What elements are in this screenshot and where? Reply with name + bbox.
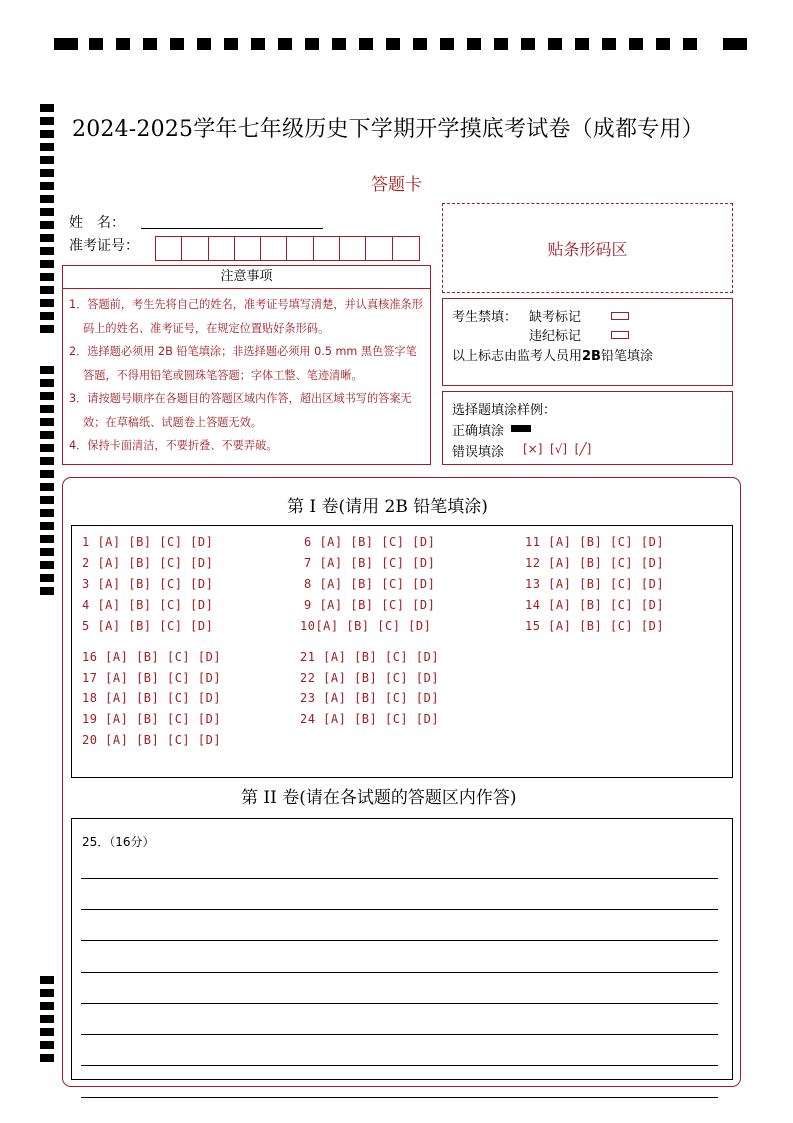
- timing-mark-left: [40, 1054, 54, 1062]
- timing-mark-left: [40, 444, 54, 452]
- writing-line: [81, 1065, 718, 1066]
- timing-mark-top: [629, 38, 643, 50]
- choice-question[interactable]: 14 [A] [B] [C] [D]: [525, 598, 665, 612]
- choice-question[interactable]: 13 [A] [B] [C] [D]: [525, 577, 665, 591]
- timing-mark-left: [40, 379, 54, 387]
- choice-question[interactable]: 16 [A] [B] [C] [D]: [82, 650, 222, 664]
- timing-mark-top-left: [54, 38, 78, 50]
- notice-body: [62, 289, 431, 465]
- violation-mark-box[interactable]: [611, 327, 629, 342]
- exam-id-cell[interactable]: [235, 237, 261, 260]
- choice-question[interactable]: 8 [A] [B] [C] [D]: [304, 577, 436, 591]
- timing-mark-top-right: [723, 38, 747, 50]
- timing-mark-left: [40, 208, 54, 216]
- absent-mark-box[interactable]: [611, 308, 629, 323]
- timing-mark-left: [40, 312, 54, 320]
- choice-question[interactable]: 21 [A] [B] [C] [D]: [300, 650, 440, 664]
- absent-mark-label: 缺考标记: [529, 310, 582, 325]
- timing-mark-left: [40, 561, 54, 569]
- writing-line: [81, 878, 718, 879]
- multiple-choice-area: [71, 525, 733, 778]
- notice-item: 2．选择题必须用 2B 铅笔填涂；非选择题必须用 0.5 mm 黑色签字笔答题，不得用铅笔或圆珠笔答题；字体工整、笔迹清晰。: [69, 345, 417, 382]
- choice-question[interactable]: 23 [A] [B] [C] [D]: [300, 691, 440, 705]
- choice-question[interactable]: 2 [A] [B] [C] [D]: [82, 556, 214, 570]
- writing-line: [81, 1034, 718, 1035]
- timing-mark-left: [40, 483, 54, 491]
- timing-mark-left: [40, 418, 54, 426]
- timing-mark-left: [40, 156, 54, 164]
- correct-fill-example: [511, 425, 531, 432]
- timing-mark-top: [116, 38, 130, 50]
- proctor-note: 以上标志由监考人员用2B铅笔填涂: [452, 349, 653, 364]
- timing-mark-left: [40, 299, 54, 307]
- writing-line: [81, 940, 718, 941]
- timing-mark-left: [40, 470, 54, 478]
- choice-question[interactable]: 15 [A] [B] [C] [D]: [525, 619, 665, 633]
- timing-mark-top: [494, 38, 508, 50]
- correct-fill-label: 正确填涂: [452, 424, 505, 439]
- exam-id-cell[interactable]: [366, 237, 392, 260]
- notice-item: 3．请按题号顺序在各题目的答题区域内作答，超出区域书写的答案无效；在草稿纸、试题卷上答题无效。: [69, 392, 412, 429]
- exam-id-cell[interactable]: [314, 237, 340, 260]
- timing-mark-top: [440, 38, 454, 50]
- question-25-label: 25．（16分）: [82, 835, 155, 849]
- timing-mark-left: [40, 431, 54, 439]
- choice-question[interactable]: 3 [A] [B] [C] [D]: [82, 577, 214, 591]
- choice-question[interactable]: 24 [A] [B] [C] [D]: [300, 712, 440, 726]
- writing-line: [81, 1003, 718, 1004]
- choice-question[interactable]: 22 [A] [B] [C] [D]: [300, 671, 440, 685]
- timing-mark-top: [521, 38, 535, 50]
- timing-mark-left: [40, 405, 54, 413]
- timing-mark-left: [40, 273, 54, 281]
- notice-item: 1．答题前，考生先将自己的姓名，准考证号填写清楚，并认真核准条形码上的姓名、准考证号，在规定位置贴好条形码。: [69, 298, 423, 335]
- writing-line: [81, 1097, 718, 1098]
- timing-mark-left: [40, 195, 54, 203]
- timing-mark-top: [89, 38, 103, 50]
- timing-mark-top: [386, 38, 400, 50]
- name-field[interactable]: [141, 228, 323, 229]
- timing-mark-top: [359, 38, 373, 50]
- timing-mark-left: [40, 221, 54, 229]
- writing-line: [81, 909, 718, 910]
- timing-mark-left: [40, 1002, 54, 1010]
- timing-mark-top: [656, 38, 670, 50]
- timing-mark-top: [197, 38, 211, 50]
- choice-question[interactable]: 12 [A] [B] [C] [D]: [525, 556, 665, 570]
- exam-id-cell[interactable]: [393, 237, 419, 260]
- choice-question[interactable]: 18 [A] [B] [C] [D]: [82, 691, 222, 705]
- exam-id-cell[interactable]: [287, 237, 313, 260]
- timing-mark-left: [40, 247, 54, 255]
- timing-mark-left: [40, 286, 54, 294]
- timing-mark-top: [332, 38, 346, 50]
- exam-id-cell[interactable]: [340, 237, 366, 260]
- timing-mark-left: [40, 260, 54, 268]
- essay-answer-area[interactable]: [71, 818, 733, 1080]
- timing-mark-left: [40, 104, 54, 112]
- timing-mark-left: [40, 989, 54, 997]
- choice-question[interactable]: 9 [A] [B] [C] [D]: [304, 598, 436, 612]
- timing-mark-top: [467, 38, 481, 50]
- timing-mark-top: [575, 38, 589, 50]
- choice-question[interactable]: 5 [A] [B] [C] [D]: [82, 619, 214, 633]
- exam-id-cell[interactable]: [182, 237, 208, 260]
- exam-title: 2024-2025学年七年级历史下学期开学摸底考试卷（成都专用）: [72, 117, 704, 142]
- choice-question[interactable]: 17 [A] [B] [C] [D]: [82, 671, 222, 685]
- proctor-only-box: [442, 298, 733, 386]
- choice-question[interactable]: 20 [A] [B] [C] [D]: [82, 733, 222, 747]
- timing-mark-top: [413, 38, 427, 50]
- timing-mark-left: [40, 130, 54, 138]
- timing-mark-left: [40, 1015, 54, 1023]
- name-label: 姓 名：: [69, 215, 125, 231]
- timing-mark-top: [170, 38, 184, 50]
- timing-mark-left: [40, 143, 54, 151]
- timing-mark-top: [683, 38, 697, 50]
- timing-mark-top: [143, 38, 157, 50]
- fill-sample-title: 选择题填涂样例：: [452, 403, 557, 418]
- barcode-area-label: 贴条形码区: [547, 239, 628, 259]
- wrong-fill-label: 错误填涂: [452, 445, 505, 460]
- writing-line: [81, 972, 718, 973]
- exam-id-cell[interactable]: [156, 237, 182, 260]
- timing-mark-top: [251, 38, 265, 50]
- timing-mark-left: [40, 574, 54, 582]
- violation-mark-label: 违纪标记: [529, 329, 582, 344]
- timing-mark-left: [40, 548, 54, 556]
- fill-sample-box: [442, 391, 733, 465]
- timing-mark-top: [305, 38, 319, 50]
- timing-mark-left: [40, 234, 54, 242]
- part2-title: 第 II 卷(请在各试题的答题区内作答): [241, 788, 517, 808]
- notice-item: 4．保持卡面清洁，不要折叠、不要弄破。: [69, 439, 278, 452]
- timing-mark-left: [40, 522, 54, 530]
- timing-mark-left: [40, 366, 54, 374]
- choice-question[interactable]: 10[A] [B] [C] [D]: [300, 619, 432, 633]
- timing-mark-top: [224, 38, 238, 50]
- timing-mark-left: [40, 457, 54, 465]
- timing-mark-left: [40, 509, 54, 517]
- timing-mark-left: [40, 976, 54, 984]
- notice-heading: 注意事项: [62, 265, 431, 289]
- timing-mark-left: [40, 325, 54, 333]
- timing-mark-left: [40, 392, 54, 400]
- timing-mark-left: [40, 117, 54, 125]
- timing-mark-top: [602, 38, 616, 50]
- exam-id-grid[interactable]: [155, 236, 420, 261]
- exam-id-label: 准考证号：: [69, 238, 139, 254]
- timing-mark-left: [40, 496, 54, 504]
- timing-mark-left: [40, 587, 54, 595]
- choice-question[interactable]: 4 [A] [B] [C] [D]: [82, 598, 214, 612]
- choice-question[interactable]: 7 [A] [B] [C] [D]: [304, 556, 436, 570]
- choice-question[interactable]: 11 [A] [B] [C] [D]: [525, 535, 665, 549]
- barcode-area: [442, 203, 733, 293]
- exam-id-cell[interactable]: [261, 237, 287, 260]
- wrong-fill-examples: [×] [√] [╱]: [523, 442, 592, 456]
- timing-mark-top: [278, 38, 292, 50]
- answer-sheet-label: 答题卡: [371, 175, 422, 195]
- timing-mark-left: [40, 535, 54, 543]
- choice-question[interactable]: 6 [A] [B] [C] [D]: [304, 535, 436, 549]
- timing-mark-left: [40, 1028, 54, 1036]
- proctor-only-label: 考生禁填：: [452, 310, 518, 325]
- choice-question[interactable]: 1 [A] [B] [C] [D]: [82, 535, 214, 549]
- timing-mark-left: [40, 1041, 54, 1049]
- choice-question[interactable]: 19 [A] [B] [C] [D]: [82, 712, 222, 726]
- timing-mark-top: [548, 38, 562, 50]
- exam-id-cell[interactable]: [209, 237, 235, 260]
- part1-title: 第 I 卷(请用 2B 铅笔填涂): [287, 497, 488, 517]
